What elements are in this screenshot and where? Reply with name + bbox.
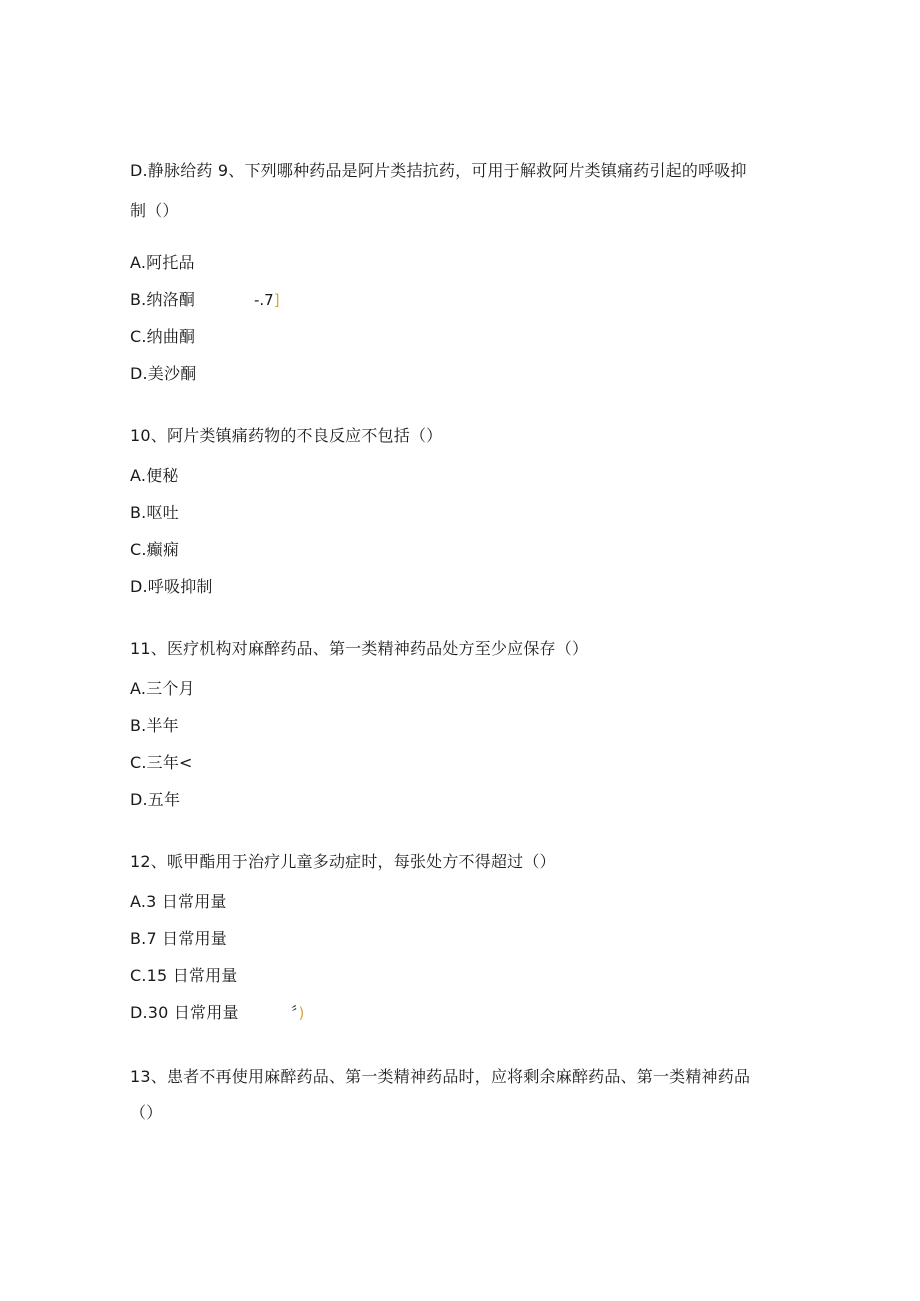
question-10-option-a: A.便秘 — [130, 466, 179, 485]
question-9-stem-continuation: 制（） — [130, 201, 179, 220]
question-11-option-d: D.五年 — [130, 790, 181, 809]
question-12-stem: 12、哌甲酯用于治疗儿童多动症时，每张处方不得超过（） — [130, 852, 556, 871]
question-12-option-c: C.15 日常用量 — [130, 966, 238, 985]
stray-mark-accent: ] — [273, 291, 280, 309]
question-11-option-b: B.半年 — [130, 716, 179, 735]
question-12-option-a: A.3 日常用量 — [130, 892, 227, 911]
question-11-option-a: A.三个月 — [130, 679, 195, 698]
stray-mark-accent: ) — [298, 1004, 305, 1022]
question-9-option-b: B.纳洛酮 — [130, 290, 196, 309]
question-12-option-d: D.30 日常用量 — [130, 1003, 239, 1022]
question-10-option-d: D.呼吸抑制 — [130, 577, 213, 596]
question-11-option-c: C.三年< — [130, 753, 193, 772]
stray-mark-text: 〞 — [291, 1004, 299, 1022]
question-13-stem: 13、患者不再使用麻醉药品、第一类精神药品时，应将剩余麻醉药品、第一类精神药品 — [130, 1067, 751, 1086]
question-8-option-d-and-question-9-stem: D.静脉给药 9、下列哪种药品是阿片类拮抗药，可用于解救阿片类镇痛药引起的呼吸抑 — [130, 161, 747, 180]
question-11-stem: 11、医疗机构对麻醉药品、第一类精神药品处方至少应保存（） — [130, 639, 589, 658]
question-10-stem: 10、阿片类镇痛药物的不良反应不包括（） — [130, 426, 443, 445]
question-9-option-d: D.美沙酮 — [130, 364, 197, 383]
question-13-stem-continuation: （） — [130, 1103, 163, 1122]
question-10-option-b: B.呕吐 — [130, 503, 179, 522]
stray-mark-near-option-b — [254, 290, 280, 310]
question-9-option-a: A.阿托品 — [130, 253, 195, 272]
stray-mark-text: -.7 — [254, 291, 274, 309]
question-10-option-c: C.癫痫 — [130, 540, 180, 559]
question-9-option-c: C.纳曲酮 — [130, 327, 196, 346]
question-12-option-b: B.7 日常用量 — [130, 929, 227, 948]
stray-mark-near-option-d30 — [291, 1003, 304, 1023]
